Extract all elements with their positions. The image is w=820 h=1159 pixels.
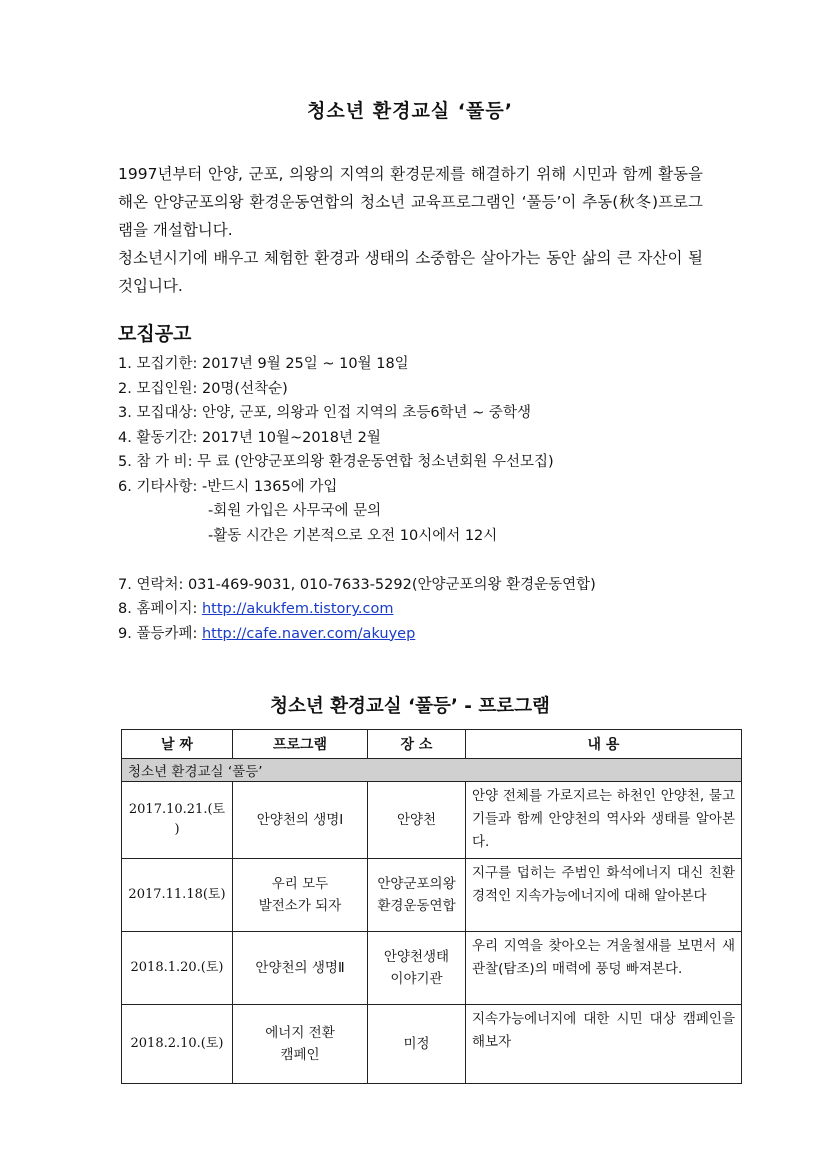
row-program: 안양천의 생명Ⅱ [233,932,368,1005]
notice-item-activity-period: 4. 활동기간: 2017년 10월~2018년 2월 [118,429,381,446]
table-row [122,1005,742,1084]
table-group-row [122,759,742,782]
row-date-line2: ) [174,822,180,837]
notice-sub-membership: -회원 가입은 사무국에 문의 [208,503,382,519]
intro-paragraph-2: 청소년시기에 배우고 체험한 환경과 생태의 소중함은 살아가는 동안 삶의 큰 자산이 될 것입니다. [118,249,703,295]
homepage-link[interactable]: http://akukfem.tistory.com [201,601,394,617]
table-header-row [122,730,742,759]
program-table-title: 청소년 환경교실 ‘풀등’ - 프로그램 [270,696,550,717]
row-place-line2: 이야기관 [390,971,443,987]
notice-item-homepage [118,597,596,622]
table-row [122,932,742,1005]
recruitment-list [118,352,596,646]
row-date-line1: 2017.10.21.(토 [128,802,226,817]
row-place: 미정 [368,1005,466,1084]
row-place-line2: 환경운동연합 [377,898,456,914]
row-place [368,859,466,932]
notice-item-fee: 5. 참 가 비: 무 료 (안양군포의왕 환경운동연합 청소년회원 우선모집) [118,454,554,470]
row-program-line1: 우리 모두 [271,876,329,892]
header-place: 장 소 [368,730,466,759]
row-program [233,859,368,932]
group-label: 청소년 환경교실 ‘풀등’ [122,759,742,782]
cafe-link[interactable]: http://cafe.naver.com/akuyep [201,625,416,642]
row-program: 안양천의 생명Ⅰ [233,782,368,859]
row-program-line2: 캠페인 [280,1047,320,1063]
row-date: 2018.1.20.(토) [122,932,233,1005]
row-program-line1: 에너지 전환 [265,1025,335,1041]
cafe-label: 9. 풀등카페: [118,625,202,642]
row-date: 2018.2.10.(토) [122,1005,233,1084]
recruitment-heading: 모집공고 [118,323,192,345]
row-date: 2017.11.18(토) [122,859,233,932]
row-content: 지구를 덥히는 주범인 화석에너지 대신 친환경적인 지속가능에너지에 대해 알아본다 [466,859,742,932]
row-content: 안양 전체를 가로지르는 하천인 안양천, 물고기들과 함께 안양천의 역사와 생태를 알아본다. [466,782,742,859]
homepage-label: 8. 홈페이지: [118,601,202,617]
row-place-line1: 안양군포의왕 [377,876,456,892]
header-content: 내 용 [466,730,742,759]
row-program [233,1005,368,1084]
document-title: 청소년 환경교실 ‘풀등’ [307,100,513,122]
notice-item-target: 3. 모집대상: 안양, 군포, 의왕과 인접 지역의 초등6학년 ~ 중학생 [118,405,531,421]
notice-item-cafe [118,622,596,647]
row-place: 안양천 [368,782,466,859]
row-date [122,782,233,859]
table-row [122,782,742,859]
program-table [121,729,742,1084]
notice-item-period: 1. 모집기한: 2017년 9월 25일 ~ 10월 18일 [118,356,409,372]
header-program: 프로그램 [233,730,368,759]
row-place-line1: 안양천생태 [383,949,450,965]
header-date: 날 짜 [122,730,233,759]
row-place [368,932,466,1005]
row-content: 지속가능에너지에 대한 시민 대상 캠페인을 해보자 [466,1005,742,1084]
notice-spacer [118,548,596,573]
intro-text [118,160,703,300]
intro-paragraph-1: 1997년부터 안양, 군포, 의왕의 지역의 환경문제를 해결하기 위해 시민과 함께 활동을 해온 안양군포의왕 환경운동연합의 청소년 교육프로그램인 ‘풀등’이 추동(秋冬)프로그램을 개설합니다. [118,165,703,239]
notice-sub-time: -활동 시간은 기본적으로 오전 10시에서 12시 [208,527,498,544]
row-program-line2: 발전소가 되자 [258,898,342,914]
row-content: 우리 지역을 찾아오는 겨울철새를 보면서 새 관찰(탐조)의 매력에 풍덩 빠져본다. [466,932,742,1005]
table-row [122,859,742,932]
notice-item-contact: 7. 연락처: 031-469-9031, 010-7633-5292(안양군포의왕 환경운동연합) [118,576,596,593]
notice-item-capacity: 2. 모집인원: 20명(선착순) [118,380,288,397]
notice-item-etc: 6. 기타사항: -반드시 1365에 가입 [118,478,338,495]
